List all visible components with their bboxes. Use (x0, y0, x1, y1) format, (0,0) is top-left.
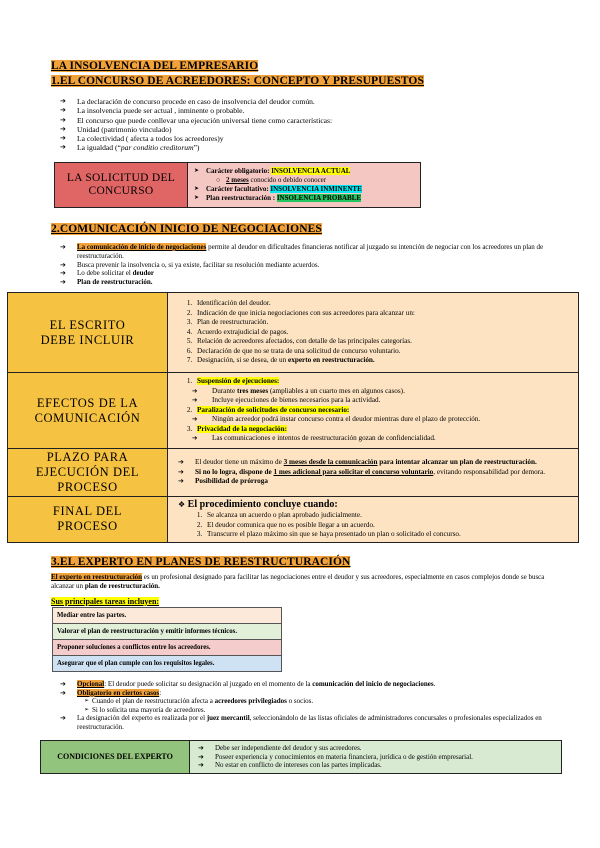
tasks-box (52, 607, 282, 672)
list-item: ➔ Lo debe solicitar el deudor (56, 269, 556, 278)
list-item: ➔ No estar en conflicto de intereses con las partes implicadas. (194, 761, 557, 770)
solicitud-content: ➤ Carácter obligatorio: INSOLVENCIA ACTUAL ○ 2 meses conocido o debido conocer ➤ Carácter facultativo: INSOLVENCIA INMINENTE ➤ Plan reestructuración : INSOLENCIA PROBABLE (188, 163, 421, 208)
task-item: Mediar entre las partes. (52, 608, 282, 624)
list-item: ➔ Plan de reestructuración. (56, 278, 556, 287)
list-item: ➔ La comunicación de inicio de negociaciones permite al deudor en dificultades financieras notificar al juzgado su intención de negociar con los acreedores un plan de reestructuración. (56, 243, 556, 261)
final-content: ❖ El procedimiento concluye cuando: 1. Se alcanza un acuerdo o plan aprobado judicialmente. 2. El deudor comunica que no es posible llegar a un acuerdo. 3. Transcurre el plazo máximo sin que se haya presentado un plan o solicitado el concurso. (168, 497, 579, 543)
condiciones-table (40, 740, 562, 774)
task-item: Valorar el plan de reestructuración y emitir informes técnicos. (52, 624, 282, 640)
comunicacion-table (7, 292, 579, 543)
solicitud-table (54, 162, 421, 208)
list-item: ➔ Opcional: El deudor puede solicitar su designación al juzgado en el momento de la comunicación del inicio de negociaciones. (56, 680, 556, 689)
condiciones-content (190, 741, 562, 774)
sec3-intro: El experto en reestructuración es un profesional designado para facilitar las negociaciones entre el deudor y sus acreedores, especialmente en casos complejos donde se busca alcanzar un plan de reestructuración. (51, 573, 545, 590)
list-item: ➔ Debe ser independiente del deudor y sus acreedores. (194, 744, 557, 753)
section3-title: 3.EL EXPERTO EN PLANES DE REESTRUCTURACIÓN (51, 556, 351, 568)
list-item: ➔ La designación del experto es realizada por el juez mercantil, seleccionándolo de las listas oficiales de administradores concursales o profesionales especializados en reestructuración. (56, 714, 556, 731)
efectos-content: 1. Suspensión de ejecuciones: ➔ Durante tres meses (ampliables a un cuarto mes en algunos casos). ➔ Incluye ejecuciones de bienes necesarios para la actividad. 2. Paralización de solicitudes de concurso necesario: ➔ Ningún acreedor podrá instar concurso contra el deudor mientras dure el plazo de protección. 3. Privacidad de la negociación: ➔ Las comunicaciones e intentos de reestructuración gozan de confidencialidad. (168, 373, 579, 449)
list-item: ➔ Poseer experiencia y conocimientos en materia financiera, jurídica o de gestión empresarial. (194, 753, 557, 762)
plazo-label: PLAZO PARA EJECUCIÓN DEL PROCESO (8, 449, 168, 497)
list-item: ➔ La insolvencia puede ser actual , inminente o probable. (56, 106, 556, 115)
list-item: ➔ La declaración de concurso procede en caso de insolvencia del deudor común. (56, 97, 556, 106)
list-item: ➔ Unidad (patrimonio vinculado) (56, 125, 556, 134)
condiciones-label: CONDICIONES DEL EXPERTO (41, 741, 190, 774)
task-item: Asegurar que el plan cumple con los requisitos legales. (52, 656, 282, 672)
list-item: ➔ El concurso que puede conllevar una ejecución universal tiene como características: (56, 116, 556, 125)
efectos-label: EFECTOS DE LA COMUNICACIÓN (8, 373, 168, 449)
sec3-details: ➔ Opcional: El deudor puede solicitar su designación al juzgado en el momento de la comunicación del inicio de negociaciones. ➔ Obligatorio en ciertos casos: ➢ Cuando el plan de reestructuración afecta a acreedores privilegiados o socios. ➢ Si lo solicita una mayoría de acreedores. ➔ La designación del experto es realizada por el juez mercantil, seleccionándolo de las listas oficiales de administradores concursales o profesionales especializados en reestructuración. (56, 680, 556, 732)
section1-title: 1.EL CONCURSO DE ACREEDORES: CONCEPTO Y PRESUPUESTOS (51, 75, 424, 87)
list-item: ➔ La colectividad ( afecta a todos los acreedores)y (56, 134, 556, 143)
task-item: Proponer soluciones a conflictos entre los acreedores. (52, 640, 282, 656)
plazo-content: ➔ El deudor tiene un máximo de 3 meses desde la comunicación para intentar alcanzar un plan de reestructuración. ➔ Si no lo logra, dispone de 1 mes adicional para solicitar el concurso voluntario, evitando responsabilidad por demora. ➔ Posibilidad de prórroga (168, 449, 579, 497)
tasks-title: Sus principales tareas incluyen: (51, 597, 160, 606)
sec2-list (56, 243, 556, 287)
doc-title: LA INSOLVENCIA DEL EMPRESARIO (51, 60, 259, 72)
solicitud-label: LA SOLICITUD DEL CONCURSO (55, 163, 188, 208)
final-label: FINAL DEL PROCESO (8, 497, 168, 543)
list-item: ➔ La igualdad (“par conditio creditorum”) (56, 143, 556, 152)
list-item: ➔ Obligatorio en ciertos casos: (56, 689, 556, 698)
escrito-label: EL ESCRITO DEBE INCLUIR (8, 293, 168, 373)
intro-list (56, 97, 556, 153)
section2-title: 2.COMUNICACIÓN INICIO DE NEGOCIACIONES (51, 223, 322, 235)
escrito-content: 1. Identificación del deudor. 2. Indicación de que inicia negociaciones con sus acreedores para alcanzar un: 3. Plan de reestructuración. 4. Acuerdo extrajudicial de pagos. 5. Relación de acreedores afectados, con detalle de las principales categorías. 6. Declaración de que no se trata de una solicitud de concurso voluntario. 7. Designación, si se desea, de un experto en reestructuración. (168, 293, 579, 373)
list-item: ➔ Busca prevenir la insolvencia o, si ya existe, facilitar su resolución mediante acuerdos. (56, 261, 556, 270)
